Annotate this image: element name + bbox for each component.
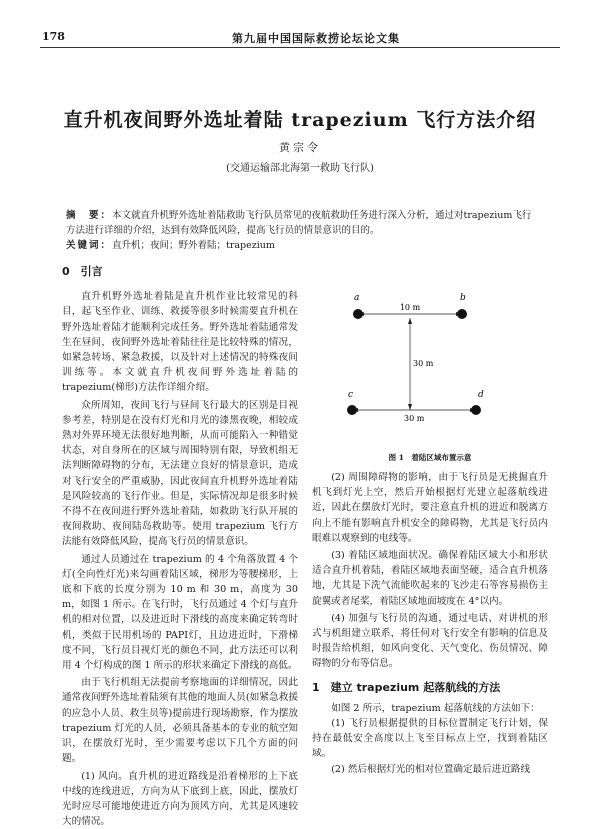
trapezium-diagram [320,288,540,438]
paper-author: 黄宗令 [0,139,600,155]
left-column [62,262,298,829]
right-column [312,470,548,777]
running-title: 第九届中国国际救捞论坛论文集 [232,30,400,46]
section-0-paragraph: 直升机野外选址着陆是直升机作业比较常见的科目，起飞至作业、训练、救援等很多时候需要直升机在野外选址着陆才能顺利完成任务。野外选址着陆通常发生在昼间，夜间野外选址着陆往往是比较特殊的情况，如紧急转场、紧急救援，以及针对上述情况的特殊夜间训练等。本文就直升机夜间野外选址着陆的 trapezium(梯形)方法作详细介绍。 [62,289,298,395]
abstract [66,208,536,238]
label-d: d [478,390,484,400]
arrow-head [408,404,412,410]
abstract-text: 本文就直升机野外选址着陆救助飞行队员常见的夜航救助任务进行深入分析，通过对trapezium飞行方法进行详细的介绍，达到有效降低风险，提高飞行员的情景意识的目的。 [66,210,531,236]
height-dimension-label: 30 m [413,359,434,368]
label-a: a [354,293,359,303]
page-header [0,0,600,50]
section-0-paragraph: 通过人员通过在 trapezium 的 4 个角落放置 4 个灯(全向性灯光)来勾画着陆区域，梯形为等腰梯形，上底和下底的长度分别为 10 m 和 30 m，高度为 30 m，如图 1 所示。在飞行时，飞行员通过 4 个灯与直升机的相对位置，以及进近时下滑线的高度来确定转弯时机，类似于民用机场的 PAPI灯，且边进近时，下滑梯度不同，飞行员目视灯光的颜色不同，此方法还可以利用 4 个灯构成的图 1 所示的形状来确定下滑线的高低。 [62,552,298,674]
keywords-text: 直升机；夜间；野外着陆；trapezium [112,240,275,251]
bottom-dimension-label: 30 m [404,414,425,423]
keywords [66,237,536,251]
section-1-paragraph: (2) 然后根据灯光的相对位置确定最后进近路线 [312,762,548,777]
light-d [471,405,481,415]
right-paragraph: (4) 加强与飞行员的沟通，通过电话、对讲机的形式与机组建立联系，将任何对飞行安全有影响的信息及时报告给机组，如风向变化、天气变化、伤员情况、障碍物的分布等信息。 [312,611,548,672]
light-a [353,309,363,319]
section-0-paragraph: 众所周知，夜间飞行与昼间飞行最大的区别是目视参考差，特别是在没有灯光和月光的漆黑夜晚，相较成熟对外界环境无法很好地判断，从而可能陷入一种错觉状态，对自身所在的区域与周围特别有限，导致机组无法判断障碍物的分布，无法建立良好的情景意识，造成对飞行安全的严重威胁，因此夜间直升机野外选址着陆是风险较高的飞行作业。但是，实际情况却是很多时候不得不在夜间进行野外选址着陆，如救助飞行队开展的夜间救助、夜间陆岛救助等。使用 trapezium 飞行方法能有效降低风险，提高飞行员的情景意识。 [62,398,298,550]
arrow-head [408,318,412,324]
keywords-label: 关键词： [66,240,112,251]
light-c [347,405,357,415]
page-number: 178 [42,30,65,43]
figure-1-caption: 图 1 着陆区域布置示意 [312,452,548,463]
top-dimension-label: 10 m [400,303,421,312]
section-1-paragraph: (1) 飞行员根据提供的目标位置制定飞行计划，保持在最低安全高度以上飞至目标点上空，找到着陆区域。 [312,716,548,762]
right-paragraph: (3) 着陆区域地面状况。确保着陆区域大小和形状适合直升机着陆，着陆区域地表面坚硬，适合直升机落地，尤其是下洗气流能吹起来的飞沙走石等容易损伤主旋翼或者尾桨，着陆区域地面坡度在 4°以内。 [312,548,548,609]
light-b [457,309,467,319]
section-1-heading: 1 建立 trapezium 起落航线的方法 [312,680,548,695]
figure-1 [320,288,540,438]
label-c: c [348,390,353,400]
paper-affiliation: (交通运输部北海第一救助飞行队) [0,159,600,174]
section-1-paragraph: 如图 2 所示，trapezium 起落航线的方法如下： [312,701,548,716]
label-b: b [460,293,466,303]
abstract-label: 摘 要： [66,210,112,221]
section-0-paragraph: 由于飞行机组无法提前考察地面的详细情况，因此通常夜间野外选址着陆须有其他的地面人员(如紧急救援的应急小人员、救生员等)提前进行现场勘察，作为摆放 trapezium 灯光的人员，必须具备基本的专业的航空知识，在摆放灯光时，至少需要考虑以下几个方面的问题。 [62,675,298,766]
paper-title: 直升机夜间野外选址着陆 trapezium 飞行方法介绍 [0,105,600,132]
section-0-heading: 0 引言 [62,264,298,279]
header-rule [40,47,560,48]
right-paragraph: (2) 周围障碍物的影响，由于飞行员是无挑掘直升机飞到灯光上空，然后开始根据灯光建立起落航线进近，因此在摆放灯光时，要注意直升机的进近和脱离方向上不能有影响直升机安全的障碍物，尤其是飞行员内眼难以观察到的电线等。 [312,470,548,546]
section-0-paragraph: (1) 风向。直升机的进近路线是沿着梯形的上下底中线的连线进近，方向为从下底到上底，因此，摆放灯光时应尽可能地使进近方向为顶风方向，尤其是风速较大的情况。 [62,769,298,829]
